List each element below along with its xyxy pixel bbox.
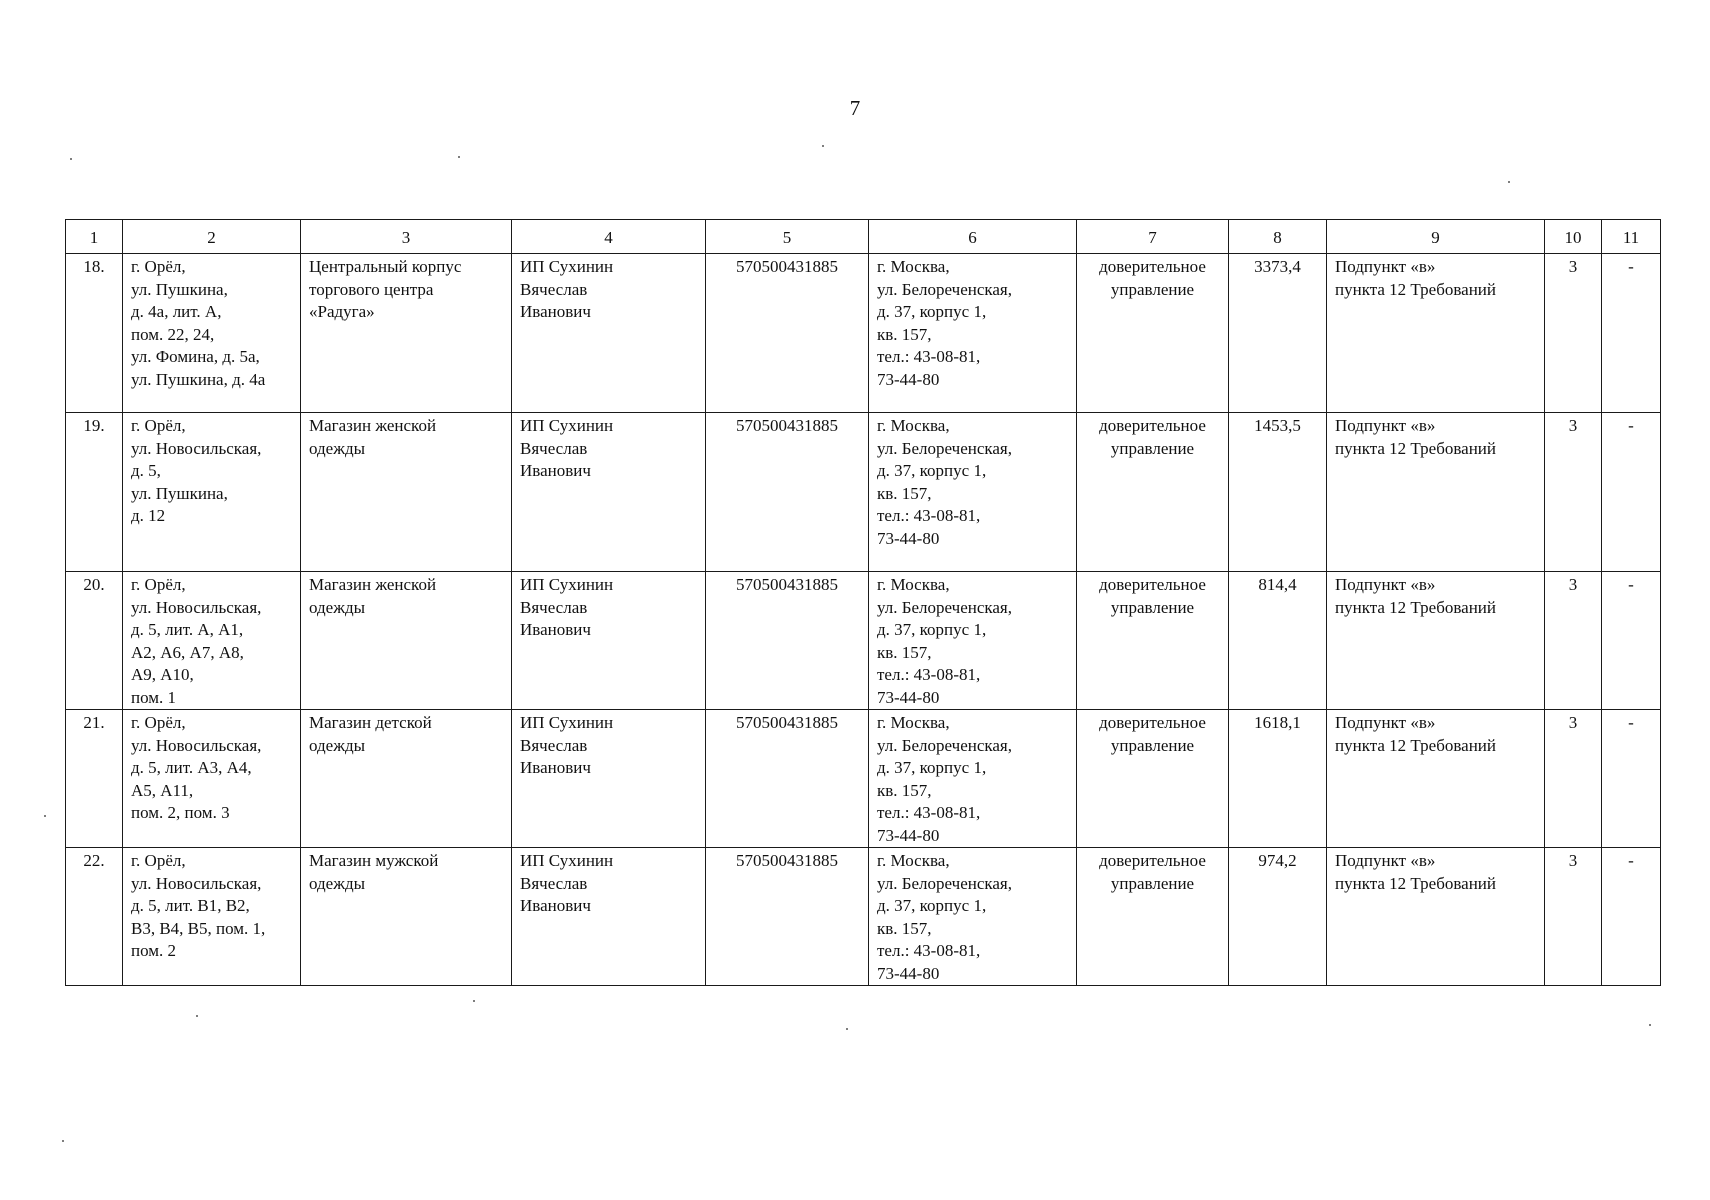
column-header-5: 5 [706, 220, 869, 254]
scan-speck [44, 815, 46, 817]
owner-cell: ИП Сухинин Вячеслав Иванович [512, 710, 706, 848]
column-11-cell: - [1602, 254, 1661, 413]
header-row [66, 220, 1661, 254]
column-10-cell: 3 [1545, 413, 1602, 572]
row-number: 18. [66, 254, 123, 413]
requirement-cell: Подпункт «в» пункта 12 Требований [1327, 848, 1545, 986]
table-row [66, 710, 1661, 848]
basis-cell: доверительное управление [1077, 710, 1229, 848]
scan-speck [473, 1000, 475, 1002]
contact-cell: г. Москва, ул. Белореченская, д. 37, корпус 1, кв. 157, тел.: 43-08-81, 73-44-80 [869, 413, 1077, 572]
object-name-cell: Магазин женской одежды [301, 572, 512, 710]
inn-cell: 570500431885 [706, 572, 869, 710]
inn-cell: 570500431885 [706, 848, 869, 986]
column-10-cell: 3 [1545, 254, 1602, 413]
column-header-4: 4 [512, 220, 706, 254]
column-10-cell: 3 [1545, 848, 1602, 986]
column-header-10: 10 [1545, 220, 1602, 254]
scan-speck [846, 1028, 848, 1030]
inn-cell: 570500431885 [706, 710, 869, 848]
object-name-cell: Магазин женской одежды [301, 413, 512, 572]
owner-cell: ИП Сухинин Вячеслав Иванович [512, 572, 706, 710]
row-number: 19. [66, 413, 123, 572]
scan-speck [1649, 1024, 1651, 1026]
column-header-3: 3 [301, 220, 512, 254]
contact-cell: г. Москва, ул. Белореченская, д. 37, корпус 1, кв. 157, тел.: 43-08-81, 73-44-80 [869, 254, 1077, 413]
column-10-cell: 3 [1545, 710, 1602, 848]
inn-cell: 570500431885 [706, 413, 869, 572]
address-cell: г. Орёл, ул. Новосильская, д. 5, лит. А, А1, А2, А6, А7, А8, А9, А10, пом. 1 [123, 572, 301, 710]
owner-cell: ИП Сухинин Вячеслав Иванович [512, 254, 706, 413]
scan-speck [196, 1015, 198, 1017]
requirement-cell: Подпункт «в» пункта 12 Требований [1327, 572, 1545, 710]
page-number: 7 [849, 96, 861, 120]
object-name-cell: Магазин детской одежды [301, 710, 512, 848]
basis-cell: доверительное управление [1077, 572, 1229, 710]
owner-cell: ИП Сухинин Вячеслав Иванович [512, 413, 706, 572]
requirement-cell: Подпункт «в» пункта 12 Требований [1327, 413, 1545, 572]
address-cell: г. Орёл, ул. Новосильская, д. 5, ул. Пушкина, д. 12 [123, 413, 301, 572]
row-number: 22. [66, 848, 123, 986]
column-header-7: 7 [1077, 220, 1229, 254]
row-number: 20. [66, 572, 123, 710]
area-cell: 3373,4 [1229, 254, 1327, 413]
table-row [66, 254, 1661, 413]
requirement-cell: Подпункт «в» пункта 12 Требований [1327, 254, 1545, 413]
objects-table [65, 219, 1661, 986]
scan-speck [70, 158, 72, 160]
contact-cell: г. Москва, ул. Белореченская, д. 37, корпус 1, кв. 157, тел.: 43-08-81, 73-44-80 [869, 572, 1077, 710]
requirement-cell: Подпункт «в» пункта 12 Требований [1327, 710, 1545, 848]
column-11-cell: - [1602, 848, 1661, 986]
scan-speck [458, 156, 460, 158]
inn-cell: 570500431885 [706, 254, 869, 413]
object-name-cell: Магазин мужской одежды [301, 848, 512, 986]
column-10-cell: 3 [1545, 572, 1602, 710]
column-header-6: 6 [869, 220, 1077, 254]
column-header-9: 9 [1327, 220, 1545, 254]
column-11-cell: - [1602, 572, 1661, 710]
row-number: 21. [66, 710, 123, 848]
address-cell: г. Орёл, ул. Пушкина, д. 4а, лит. А, пом. 22, 24, ул. Фомина, д. 5а, ул. Пушкина, д. 4а [123, 254, 301, 413]
basis-cell: доверительное управление [1077, 413, 1229, 572]
area-cell: 1618,1 [1229, 710, 1327, 848]
scan-speck [62, 1140, 64, 1142]
basis-cell: доверительное управление [1077, 848, 1229, 986]
area-cell: 814,4 [1229, 572, 1327, 710]
address-cell: г. Орёл, ул. Новосильская, д. 5, лит. В1, В2, В3, В4, В5, пом. 1, пом. 2 [123, 848, 301, 986]
basis-cell: доверительное управление [1077, 254, 1229, 413]
area-cell: 974,2 [1229, 848, 1327, 986]
column-11-cell: - [1602, 710, 1661, 848]
table-row [66, 848, 1661, 986]
column-header-11: 11 [1602, 220, 1661, 254]
scan-speck [1508, 181, 1510, 183]
scan-speck [822, 145, 824, 147]
contact-cell: г. Москва, ул. Белореченская, д. 37, корпус 1, кв. 157, тел.: 43-08-81, 73-44-80 [869, 710, 1077, 848]
owner-cell: ИП Сухинин Вячеслав Иванович [512, 848, 706, 986]
object-name-cell: Центральный корпус торгового центра «Радуга» [301, 254, 512, 413]
column-header-8: 8 [1229, 220, 1327, 254]
address-cell: г. Орёл, ул. Новосильская, д. 5, лит. А3, А4, А5, А11, пом. 2, пом. 3 [123, 710, 301, 848]
table-row [66, 413, 1661, 572]
contact-cell: г. Москва, ул. Белореченская, д. 37, корпус 1, кв. 157, тел.: 43-08-81, 73-44-80 [869, 848, 1077, 986]
column-header-1: 1 [66, 220, 123, 254]
column-11-cell: - [1602, 413, 1661, 572]
table-row [66, 572, 1661, 710]
column-header-2: 2 [123, 220, 301, 254]
area-cell: 1453,5 [1229, 413, 1327, 572]
